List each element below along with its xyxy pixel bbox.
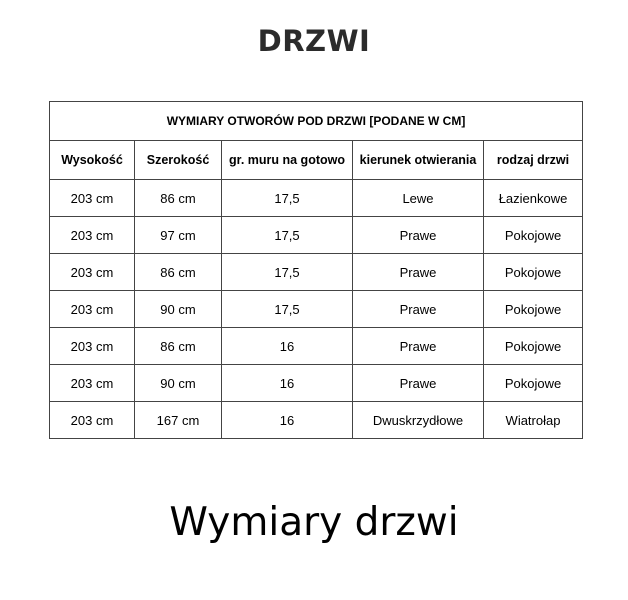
cell-width: 86 cm xyxy=(135,328,222,365)
column-header-opening-direction: kierunek otwierania xyxy=(353,141,484,180)
door-dimensions-table xyxy=(49,101,583,439)
cell-height: 203 cm xyxy=(50,180,135,217)
column-header-door-type: rodzaj drzwi xyxy=(484,141,583,180)
column-header-wall-thickness: gr. muru na gotowo xyxy=(222,141,353,180)
cell-width: 86 cm xyxy=(135,254,222,291)
cell-door-type: Pokojowe xyxy=(484,328,583,365)
cell-door-type: Wiatrołap xyxy=(484,402,583,439)
table-row xyxy=(50,328,583,365)
cell-door-type: Pokojowe xyxy=(484,365,583,402)
cell-width: 90 cm xyxy=(135,291,222,328)
table-row xyxy=(50,180,583,217)
cell-height: 203 cm xyxy=(50,254,135,291)
table-row xyxy=(50,402,583,439)
table-row xyxy=(50,291,583,328)
cell-height: 203 cm xyxy=(50,217,135,254)
brand-logo: DRZWI xyxy=(257,24,371,58)
cell-width: 167 cm xyxy=(135,402,222,439)
cell-width: 86 cm xyxy=(135,180,222,217)
cell-opening-direction: Lewe xyxy=(353,180,484,217)
cell-wall-thickness: 17,5 xyxy=(222,291,353,328)
cell-wall-thickness: 16 xyxy=(222,365,353,402)
cell-door-type: Pokojowe xyxy=(484,217,583,254)
cell-width: 90 cm xyxy=(135,365,222,402)
cell-height: 203 cm xyxy=(50,402,135,439)
caption-title: Wymiary drzwi xyxy=(169,500,459,545)
table-header-row xyxy=(50,141,583,180)
cell-door-type: Łazienkowe xyxy=(484,180,583,217)
table-title: WYMIARY OTWORÓW POD DRZWI [PODANE W CM] xyxy=(50,102,583,141)
cell-opening-direction: Prawe xyxy=(353,291,484,328)
cell-wall-thickness: 16 xyxy=(222,402,353,439)
cell-width: 97 cm xyxy=(135,217,222,254)
cell-height: 203 cm xyxy=(50,291,135,328)
cell-wall-thickness: 17,5 xyxy=(222,180,353,217)
column-header-height: Wysokość xyxy=(50,141,135,180)
cell-opening-direction: Prawe xyxy=(353,328,484,365)
cell-wall-thickness: 17,5 xyxy=(222,254,353,291)
cell-door-type: Pokojowe xyxy=(484,291,583,328)
column-header-width: Szerokość xyxy=(135,141,222,180)
cell-wall-thickness: 17,5 xyxy=(222,217,353,254)
cell-opening-direction: Prawe xyxy=(353,254,484,291)
cell-door-type: Pokojowe xyxy=(484,254,583,291)
table-row xyxy=(50,217,583,254)
cell-opening-direction: Prawe xyxy=(353,217,484,254)
cell-opening-direction: Prawe xyxy=(353,365,484,402)
table-row xyxy=(50,365,583,402)
cell-height: 203 cm xyxy=(50,328,135,365)
cell-height: 203 cm xyxy=(50,365,135,402)
cell-opening-direction: Dwuskrzydłowe xyxy=(353,402,484,439)
table-row xyxy=(50,254,583,291)
cell-wall-thickness: 16 xyxy=(222,328,353,365)
